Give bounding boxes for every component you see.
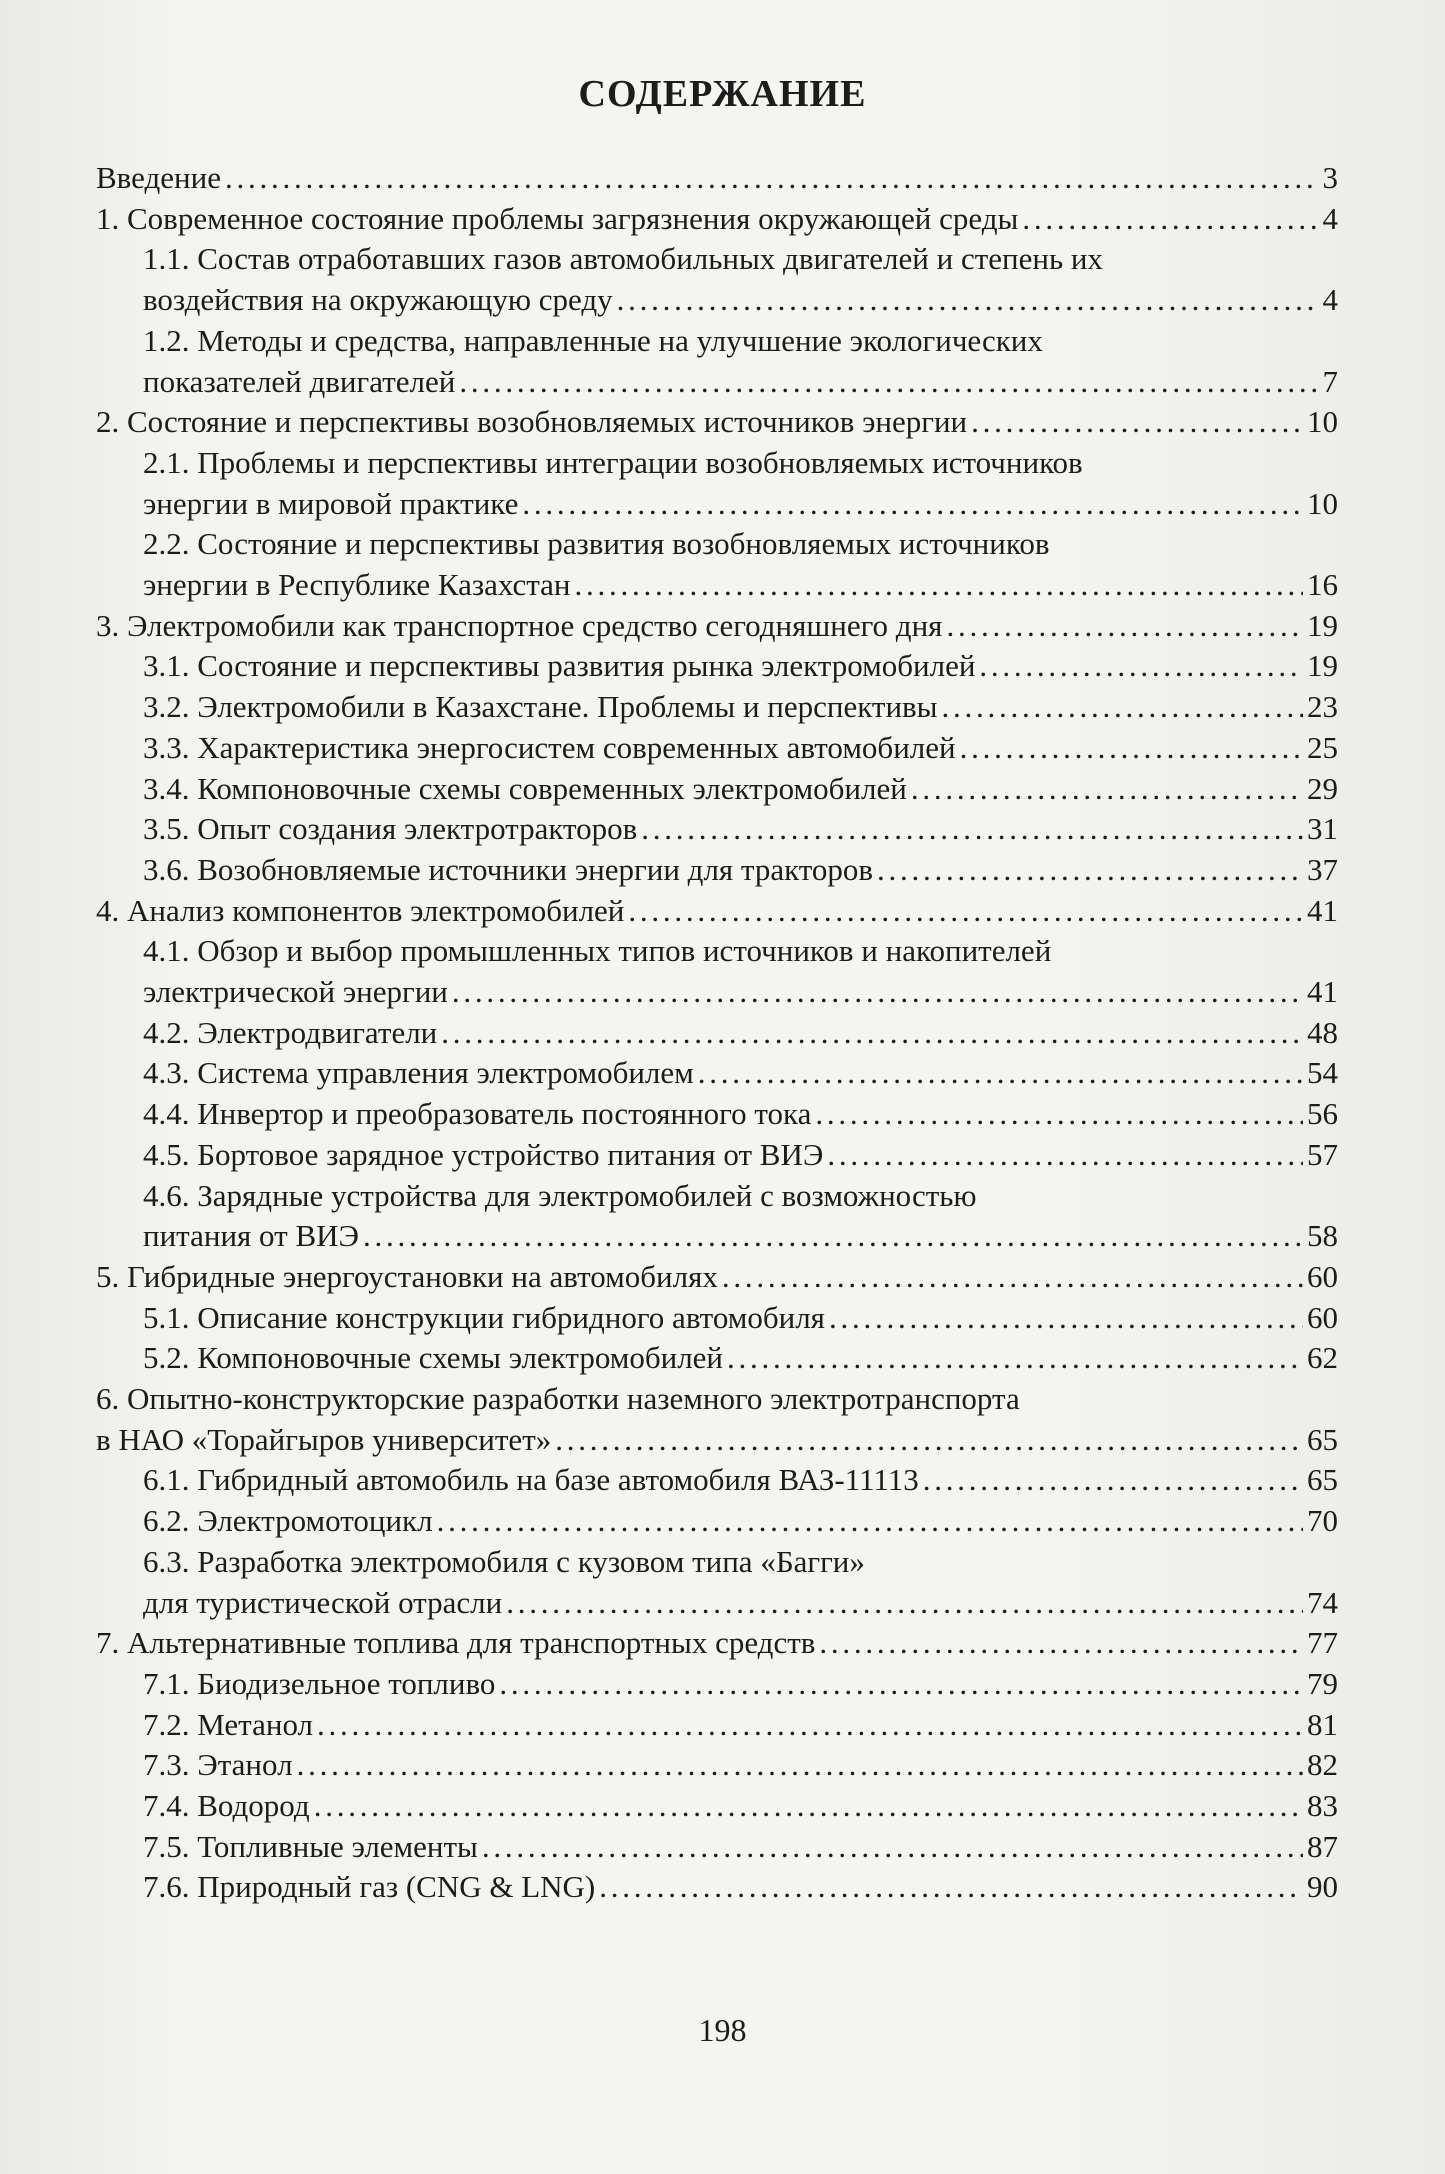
toc-entry	[0, 1786, 1445, 1826]
toc-leader-dots	[1022, 199, 1318, 239]
toc-entry	[0, 1216, 1445, 1256]
toc-entry-title: питания от ВИЭ	[143, 1218, 359, 1254]
toc-entry-page: 57	[1307, 1136, 1338, 1172]
toc-entry	[0, 1867, 1445, 1907]
toc-leader-dots	[314, 1786, 1303, 1826]
toc-leader-dots	[506, 1583, 1303, 1623]
toc-entry-title: 6.1. Гибридный автомобиль на базе автомобиля ВАЗ-11113	[143, 1462, 919, 1498]
toc-leader-dots	[459, 362, 1318, 402]
toc-entry	[0, 728, 1445, 768]
toc-entry-page: 56	[1307, 1096, 1338, 1132]
toc-entry	[0, 1338, 1445, 1378]
toc-entry-title: 3.5. Опыт создания электротракторов	[143, 811, 638, 847]
toc-entry-title: 4.5. Бортовое зарядное устройство питания от ВИЭ	[143, 1136, 824, 1172]
toc-entry-page: 31	[1307, 811, 1338, 847]
toc-entry-page: 82	[1307, 1747, 1338, 1783]
toc-entry	[0, 158, 1445, 198]
toc-entry-page: 37	[1307, 851, 1338, 887]
toc-leader-dots	[363, 1216, 1303, 1256]
toc-entry-title: воздействия на окружающую среду	[143, 282, 613, 318]
toc-leader-dots	[628, 891, 1303, 931]
toc-entry-title: электрической энергии	[143, 974, 448, 1009]
toc-entry	[0, 1135, 1445, 1175]
toc-entry	[0, 1664, 1445, 1704]
toc-entry	[0, 809, 1445, 849]
toc-entry-title: 5.2. Компоновочные схемы электромобилей	[143, 1340, 724, 1376]
toc-entry-page: 19	[1307, 648, 1338, 684]
toc-entry-page: 10	[1307, 485, 1338, 521]
toc-entry-title-line: 6. Опытно-конструкторские разработки наземного электротранспорта	[96, 1381, 1020, 1416]
toc-entry-page: 70	[1307, 1503, 1338, 1539]
toc-entry	[0, 362, 1445, 402]
toc-entry	[0, 565, 1445, 605]
toc-entry-page: 10	[1307, 404, 1338, 440]
toc-entry-page: 81	[1307, 1706, 1338, 1742]
toc-entry-page: 4	[1322, 282, 1338, 318]
toc-leader-dots	[297, 1745, 1303, 1785]
toc-entry-title: 7.5. Топливные элементы	[143, 1828, 478, 1864]
toc-entry	[0, 1420, 1445, 1460]
toc-leader-dots	[829, 1298, 1303, 1338]
toc-entry-page: 25	[1307, 729, 1338, 765]
toc-entry-title: 7.1. Биодизельное топливо	[143, 1665, 496, 1701]
toc-entry	[0, 1827, 1445, 1867]
toc-entry	[0, 1501, 1445, 1541]
toc-leader-dots	[946, 606, 1303, 646]
toc-leader-dots	[971, 402, 1303, 442]
toc-leader-dots	[877, 850, 1303, 890]
toc-entry-title: 7.4. Водород	[143, 1788, 310, 1823]
toc-entry-title: 5.1. Описание конструкции гибридного автомобиля	[143, 1299, 825, 1335]
toc-entry-page: 54	[1307, 1055, 1338, 1091]
toc-entry	[0, 1745, 1445, 1785]
toc-leader-dots	[441, 1013, 1303, 1053]
toc-entry-page: 58	[1307, 1218, 1338, 1254]
toc-leader-dots	[452, 972, 1303, 1012]
toc-entry-title: 3.3. Характеристика энергосистем современных автомобилей	[143, 729, 956, 765]
toc-entry-page: 7	[1322, 363, 1338, 399]
toc-leader-dots	[698, 1053, 1303, 1093]
toc-entry-page: 90	[1307, 1869, 1338, 1905]
toc-leader-dots	[482, 1827, 1303, 1867]
toc-entry	[0, 606, 1445, 646]
toc-entry-title: 3.2. Электромобили в Казахстане. Проблемы и перспективы	[143, 689, 938, 725]
toc-entry-page: 19	[1307, 607, 1338, 643]
toc-entry	[0, 1298, 1445, 1338]
toc-entry-page: 87	[1307, 1828, 1338, 1864]
toc-leader-dots	[522, 484, 1303, 524]
toc-entry	[0, 484, 1445, 524]
toc-entry	[0, 1257, 1445, 1297]
toc-entry-page: 4	[1322, 200, 1338, 236]
toc-entry-title-line: 4.1. Обзор и выбор промышленных типов источников и накопителей	[143, 933, 1052, 969]
toc-entry	[0, 1705, 1445, 1745]
toc-leader-dots	[437, 1501, 1303, 1541]
toc-entry-title: 3.6. Возобновляемые источники энергии для тракторов	[143, 851, 874, 887]
toc-entry-title: 4. Анализ компонентов электромобилей	[96, 892, 625, 928]
toc-entry-page: 74	[1307, 1584, 1338, 1620]
toc-leader-dots	[575, 565, 1303, 605]
toc-entry	[0, 687, 1445, 727]
toc-entry-page: 77	[1307, 1625, 1338, 1661]
toc-entry-page: 23	[1307, 689, 1338, 725]
toc-entry-title-line: 1.2. Методы и средства, направленные на улучшение экологических	[143, 322, 1043, 358]
toc-leader-dots	[923, 1460, 1303, 1500]
toc-entry	[0, 1094, 1445, 1134]
toc-entry-title: 7.3. Этанол	[143, 1747, 293, 1783]
toc-entry-page: 65	[1307, 1421, 1338, 1457]
toc-entry-title-line: 2.2. Состояние и перспективы развития возобновляемых источников	[143, 526, 1050, 562]
toc-leader-dots	[727, 1338, 1303, 1378]
toc-entry-title: 1. Современное состояние проблемы загрязнения окружающей среды	[96, 200, 1019, 236]
toc-entry-title-line: 2.1. Проблемы и перспективы интеграции возобновляемых источников	[143, 444, 1083, 480]
toc-entry-title: энергии в мировой практике	[143, 485, 519, 521]
toc-entry-title: энергии в Республике Казахстан	[143, 567, 571, 602]
toc-entry	[0, 850, 1445, 890]
page-number: 198	[698, 2012, 747, 2048]
toc-leader-dots	[960, 728, 1303, 768]
page-title: СОДЕРЖАНИЕ	[578, 73, 867, 115]
toc-leader-dots	[499, 1664, 1303, 1704]
toc-entry	[0, 402, 1445, 442]
toc-entry-page: 60	[1307, 1258, 1338, 1294]
toc-leader-dots	[979, 646, 1303, 686]
toc-entry	[0, 1013, 1445, 1053]
toc-entry	[0, 891, 1445, 931]
toc-entry-page: 41	[1307, 974, 1338, 1009]
toc-leader-dots	[942, 687, 1304, 727]
toc-entry	[0, 280, 1445, 320]
toc-entry-page: 60	[1307, 1299, 1338, 1335]
toc-leader-dots	[819, 1623, 1303, 1663]
toc-entry	[0, 646, 1445, 686]
toc-entry-title-line: 4.6. Зарядные устройства для электромобилей с возможностью	[143, 1177, 977, 1213]
toc-entry-page: 41	[1307, 892, 1338, 928]
toc-entry-title: для туристической отрасли	[143, 1584, 503, 1620]
toc-entry-title-line: 6.3. Разработка электромобиля с кузовом типа «Багги»	[143, 1543, 865, 1579]
toc-entry-page: 3	[1322, 160, 1338, 195]
toc-entry-title: 6.2. Электромотоцикл	[143, 1503, 433, 1539]
toc-entry-page: 65	[1307, 1462, 1338, 1498]
toc-entry-title: в НАО «Торайгыров университет»	[96, 1421, 552, 1457]
toc-entry-title: 3. Электромобили как транспортное средство сегодняшнего дня	[96, 607, 943, 643]
toc-entry	[0, 769, 1445, 809]
toc-entry-title: 7. Альтернативные топлива для транспортных средств	[96, 1625, 816, 1661]
toc-entry	[0, 972, 1445, 1012]
toc-leader-dots	[225, 158, 1319, 198]
toc-entry-page: 16	[1307, 567, 1338, 602]
toc-entry-page: 83	[1307, 1788, 1338, 1823]
toc-leader-dots	[599, 1867, 1303, 1907]
toc-entry-title: 3.4. Компоновочные схемы современных электромобилей	[143, 770, 907, 806]
toc-entry-title: 4.4. Инвертор и преобразователь постоянного тока	[143, 1096, 812, 1132]
toc-entry	[0, 1623, 1445, 1663]
toc-entry-title: 2. Состояние и перспективы возобновляемых источников энергии	[96, 404, 968, 440]
toc-leader-dots	[617, 280, 1319, 320]
toc-leader-dots	[827, 1135, 1303, 1175]
toc-entry-title: показателей двигателей	[143, 363, 456, 399]
toc-entry	[0, 1583, 1445, 1623]
toc-entry-title: 4.2. Электродвигатели	[143, 1014, 438, 1050]
toc-entry	[0, 1053, 1445, 1093]
toc-entry-page: 48	[1307, 1014, 1338, 1050]
toc-leader-dots	[317, 1705, 1303, 1745]
toc-leader-dots	[641, 809, 1303, 849]
toc-entry	[0, 1460, 1445, 1500]
toc-entry-title: 4.3. Система управления электромобилем	[143, 1055, 694, 1091]
toc-entry-page: 79	[1307, 1665, 1338, 1701]
toc-entry-page: 62	[1307, 1340, 1338, 1376]
toc-entry-title: 7.6. Природный газ (CNG & LNG)	[143, 1869, 596, 1905]
toc-leader-dots	[722, 1257, 1303, 1297]
toc-leader-dots	[911, 769, 1303, 809]
toc-leader-dots	[555, 1420, 1303, 1460]
toc-entry-title: 3.1. Состояние и перспективы развития рынка электромобилей	[143, 648, 976, 684]
toc-entry-page: 29	[1307, 770, 1338, 806]
toc-entry-title: Введение	[96, 160, 221, 195]
toc-entry-title-line: 1.1. Состав отработавших газов автомобильных двигателей и степень их	[143, 241, 1103, 277]
toc-entry-title: 7.2. Метанол	[143, 1706, 314, 1742]
toc-entry-title: 5. Гибридные энергоустановки на автомобилях	[96, 1258, 718, 1294]
toc-leader-dots	[815, 1094, 1303, 1134]
toc-entry	[0, 199, 1445, 239]
